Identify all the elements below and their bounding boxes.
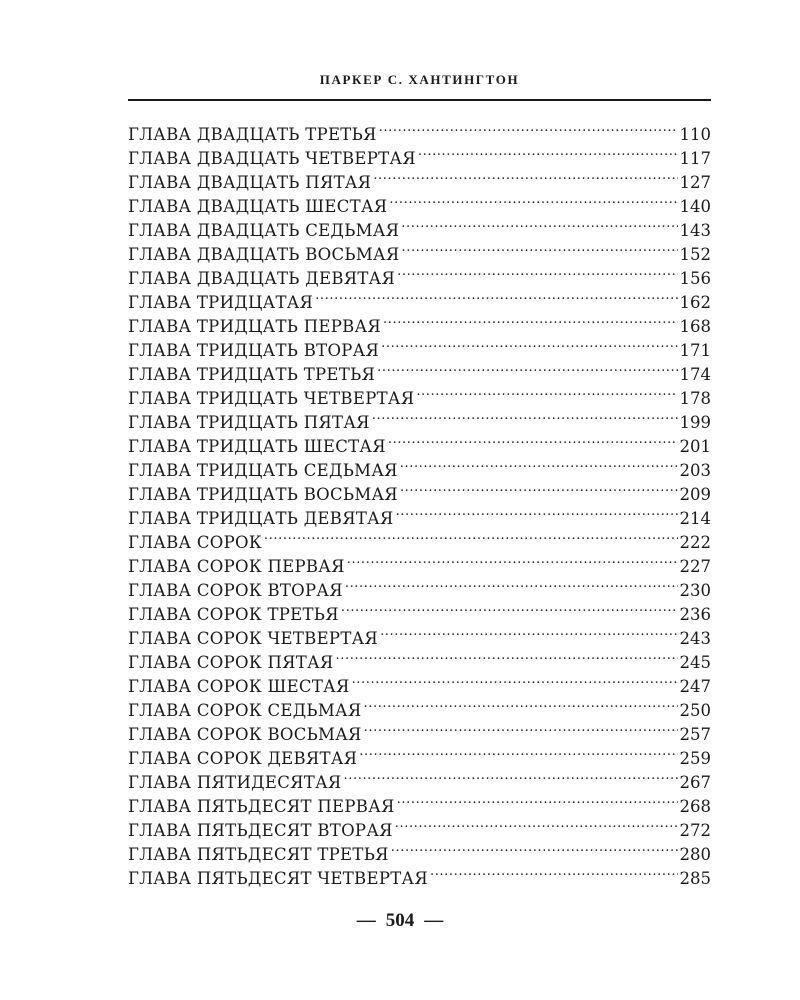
toc-entry-page: 259 <box>679 749 711 768</box>
toc-entry-title: ГЛАВА ПЯТИДЕСЯТАЯ <box>128 773 342 792</box>
toc-entry-page: 267 <box>679 773 711 792</box>
toc-entry-page: 250 <box>679 701 711 720</box>
page-folio <box>0 910 800 932</box>
toc-entry-page: 201 <box>679 437 711 456</box>
toc-entry-title: ГЛАВА ТРИДЦАТЬ ПЯТАЯ <box>128 413 370 432</box>
dot-leader <box>383 308 677 332</box>
toc-entry-page: 199 <box>679 413 711 432</box>
dot-leader <box>315 284 677 308</box>
dot-leader <box>380 620 677 644</box>
dot-leader <box>391 836 678 860</box>
toc-entry-page: 222 <box>679 533 711 552</box>
dot-leader <box>379 116 678 140</box>
toc-entry-page: 268 <box>679 797 711 816</box>
folio-dash-left: — <box>356 910 376 931</box>
table-of-contents <box>128 116 711 888</box>
dot-leader <box>336 644 678 668</box>
toc-entry-page: 247 <box>679 677 711 696</box>
dot-leader <box>347 548 678 572</box>
toc-entry-title: ГЛАВА ДВАДЦАТЬ ПЯТАЯ <box>128 173 372 192</box>
toc-entry-title: ГЛАВА ТРИДЦАТЬ ДЕВЯТАЯ <box>128 509 394 528</box>
toc-entry-page: 209 <box>679 485 711 504</box>
toc-entry-page: 214 <box>679 509 711 528</box>
dot-leader <box>264 524 678 548</box>
dot-leader <box>341 596 678 620</box>
toc-entry-page: 203 <box>679 461 711 480</box>
toc-entry-title: ГЛАВА ПЯТЬДЕСЯТ ЧЕТВЕРТАЯ <box>128 869 428 888</box>
dot-leader <box>400 476 678 500</box>
toc-entry-page: 243 <box>679 629 711 648</box>
toc-entry-title: ГЛАВА СОРОК ВОСЬМАЯ <box>128 725 362 744</box>
toc-entry-title: ГЛАВА СОРОК ЧЕТВЕРТАЯ <box>128 629 379 648</box>
header-rule <box>128 99 711 101</box>
dot-leader <box>372 404 678 428</box>
toc-entry-page: 285 <box>679 869 711 888</box>
toc-entry-page: 257 <box>679 725 711 744</box>
toc-entry-title: ГЛАВА ТРИДЦАТАЯ <box>128 293 314 312</box>
dot-leader <box>345 572 678 596</box>
page-number: 504 <box>385 910 415 931</box>
toc-entry-title: ГЛАВА ТРИДЦАТЬ СЕДЬМАЯ <box>128 461 398 480</box>
toc-entry-page: 156 <box>679 269 711 288</box>
dot-leader <box>389 188 677 212</box>
toc-entry-title: ГЛАВА ТРИДЦАТЬ ШЕСТАЯ <box>128 437 386 456</box>
toc-entry-page: 110 <box>679 125 711 144</box>
dot-leader <box>395 812 678 836</box>
toc-entry-page: 272 <box>679 821 711 840</box>
toc-entry-title: ГЛАВА ПЯТЬДЕСЯТ ТРЕТЬЯ <box>128 845 389 864</box>
toc-entry-page: 236 <box>679 605 711 624</box>
toc-entry-title: ГЛАВА ДВАДЦАТЬ ДЕВЯТАЯ <box>128 269 396 288</box>
toc-entry-page: 230 <box>679 581 711 600</box>
toc-entry-page: 140 <box>679 197 711 216</box>
toc-entry-title: ГЛАВА ДВАДЦАТЬ СЕДЬМАЯ <box>128 221 400 240</box>
dot-leader <box>401 236 677 260</box>
dot-leader <box>344 764 678 788</box>
toc-entry-title: ГЛАВА СОРОК ПЕРВАЯ <box>128 557 345 576</box>
toc-entry-page: 162 <box>679 293 711 312</box>
folio-dash-right: — <box>424 910 444 931</box>
toc-entry-title: ГЛАВА СОРОК <box>128 533 262 552</box>
toc-entry-page: 143 <box>679 221 711 240</box>
dot-leader <box>397 788 678 812</box>
running-head-author: ПАРКЕР С. ХАНТИНГТОН <box>319 72 520 87</box>
dot-leader <box>401 212 677 236</box>
toc-entry-title: ГЛАВА ПЯТЬДЕСЯТ ПЕРВАЯ <box>128 797 395 816</box>
toc-entry-title: ГЛАВА СОРОК ТРЕТЬЯ <box>128 605 339 624</box>
dot-leader <box>377 356 677 380</box>
toc-entry-title: ГЛАВА ТРИДЦАТЬ ПЕРВАЯ <box>128 317 382 336</box>
toc-entry-title: ГЛАВА ТРИДЦАТЬ ВТОРАЯ <box>128 341 380 360</box>
dot-leader <box>430 860 678 884</box>
toc-entry-title: ГЛАВА ДВАДЦАТЬ ШЕСТАЯ <box>128 197 388 216</box>
dot-leader <box>359 740 677 764</box>
toc-entry-title: ГЛАВА СОРОК СЕДЬМАЯ <box>128 701 362 720</box>
toc-entry-page: 117 <box>679 149 711 168</box>
dot-leader <box>363 692 677 716</box>
toc-entry <box>128 116 711 144</box>
toc-entry-page: 127 <box>679 173 711 192</box>
dot-leader <box>373 164 677 188</box>
toc-entry-title: ГЛАВА СОРОК ДЕВЯТАЯ <box>128 749 358 768</box>
toc-entry-title: ГЛАВА СОРОК ВТОРАЯ <box>128 581 343 600</box>
toc-entry-page: 280 <box>679 845 711 864</box>
toc-entry-title: ГЛАВА ДВАДЦАТЬ ТРЕТЬЯ <box>128 125 377 144</box>
toc-entry-title: ГЛАВА ТРИДЦАТЬ ВОСЬМАЯ <box>128 485 398 504</box>
toc-entry-page: 245 <box>679 653 711 672</box>
toc-entry-page: 178 <box>679 389 711 408</box>
dot-leader <box>396 500 678 524</box>
toc-entry-page: 168 <box>679 317 711 336</box>
toc-entry-title: ГЛАВА ТРИДЦАТЬ ТРЕТЬЯ <box>128 365 376 384</box>
dot-leader <box>388 428 678 452</box>
toc-entry-title: ГЛАВА СОРОК ШЕСТАЯ <box>128 677 350 696</box>
toc-entry-title: ГЛАВА ТРИДЦАТЬ ЧЕТВЕРТАЯ <box>128 389 415 408</box>
dot-leader <box>352 668 678 692</box>
toc-entry-page: 171 <box>679 341 711 360</box>
dot-leader <box>364 716 678 740</box>
toc-entry-page: 174 <box>679 365 711 384</box>
dot-leader <box>418 140 678 164</box>
toc-entry-title: ГЛАВА СОРОК ПЯТАЯ <box>128 653 334 672</box>
toc-entry-title: ГЛАВА ДВАДЦАТЬ ЧЕТВЕРТАЯ <box>128 149 416 168</box>
toc-entry-page: 152 <box>679 245 711 264</box>
dot-leader <box>400 452 678 476</box>
toc-entry-title: ГЛАВА ДВАДЦАТЬ ВОСЬМАЯ <box>128 245 400 264</box>
dot-leader <box>381 332 677 356</box>
toc-entry-page: 227 <box>679 557 711 576</box>
dot-leader <box>397 260 677 284</box>
toc-entry-title: ГЛАВА ПЯТЬДЕСЯТ ВТОРАЯ <box>128 821 393 840</box>
dot-leader <box>416 380 677 404</box>
